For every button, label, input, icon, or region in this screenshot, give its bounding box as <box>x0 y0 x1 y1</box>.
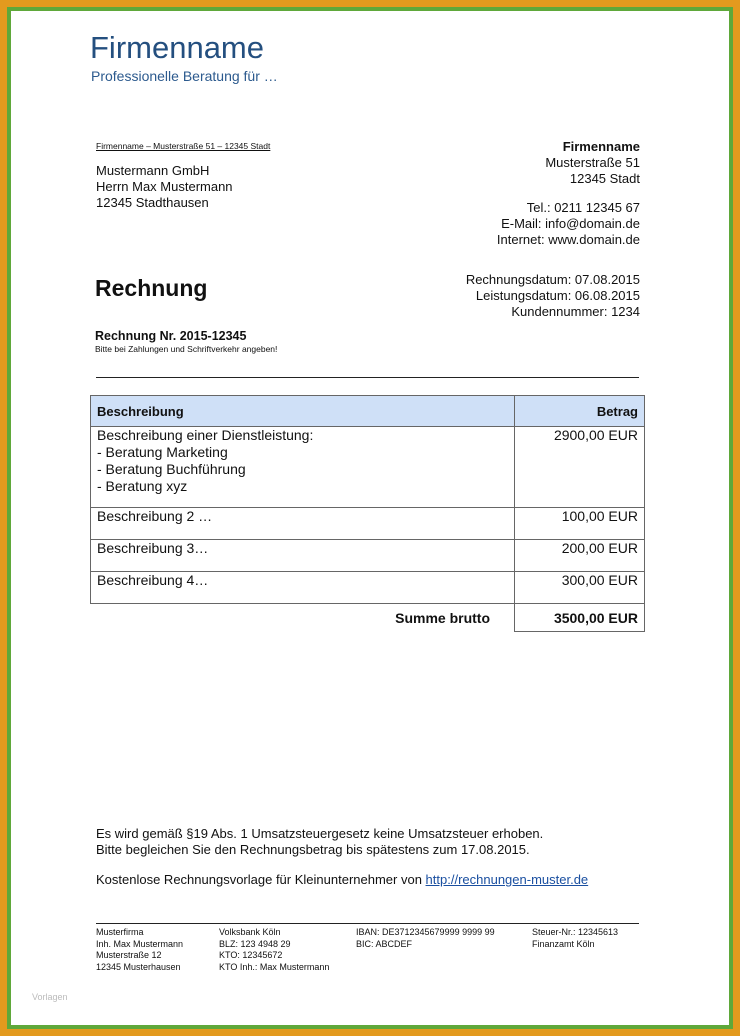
table-row <box>91 540 645 572</box>
invoice-date: Rechnungsdatum: 07.08.2015 <box>465 272 640 287</box>
footer-company-line: Inh. Max Mustermann <box>96 938 184 949</box>
column-header-amount: Betrag <box>515 396 645 427</box>
sender-return-address: Firmenname – Musterstraße 51 – 12345 Stadt <box>96 141 271 151</box>
service-date: Leistungsdatum: 06.08.2015 <box>475 288 640 303</box>
table-row <box>91 572 645 604</box>
footer-divider-line <box>96 923 639 924</box>
customer-number: Kundennummer: 1234 <box>511 304 640 319</box>
footer-company-line: 12345 Musterhausen <box>96 961 181 972</box>
tax-note: Es wird gemäß §19 Abs. 1 Umsatzsteuergesetz keine Umsatzsteuer erhoben. <box>96 826 544 841</box>
footer-iban-line: BIC: ABCDEF <box>356 938 413 949</box>
footer-bank-line: KTO: 12345672 <box>219 950 283 960</box>
watermark: Vorlagen <box>32 992 68 1002</box>
item-description-line: Beschreibung einer Dienstleistung: <box>97 427 314 443</box>
divider-line <box>96 377 639 378</box>
item-amount: 2900,00 EUR <box>515 427 645 508</box>
company-tel: Tel.: 0211 12345 67 <box>526 200 640 215</box>
recipient-person: Herrn Max Mustermann <box>96 179 233 194</box>
footer-company-line: Musterfirma <box>96 927 144 937</box>
item-description: Beschreibung 2 … <box>91 508 515 540</box>
item-description: Beschreibung 4… <box>91 572 515 604</box>
footer-company-line: Musterstraße 12 <box>96 950 162 960</box>
recipient-address <box>96 163 233 211</box>
table-row <box>91 508 645 540</box>
company-internet: Internet: www.domain.de <box>496 232 640 247</box>
company-tagline: Professionelle Beratung für … <box>91 68 278 84</box>
footer-tax-line: Finanzamt Köln <box>532 938 595 949</box>
template-credit <box>96 872 588 887</box>
item-description-line: - Beratung Marketing <box>97 444 228 460</box>
footer-bank-line: BLZ: 123 4948 29 <box>219 938 291 949</box>
invoice-number: Rechnung Nr. 2015-12345 <box>95 329 247 343</box>
company-block-city: 12345 Stadt <box>569 171 640 186</box>
company-address-block <box>545 139 640 187</box>
sum-row <box>91 604 645 632</box>
company-block-name: Firmenname <box>562 139 640 154</box>
invoice-items-table <box>90 395 645 632</box>
sum-label: Summe brutto <box>395 609 490 626</box>
invoice-number-note: Bitte bei Zahlungen und Schriftverkehr angeben! <box>95 344 278 354</box>
footer-tax-line: Steuer-Nr.: 12345613 <box>532 927 619 937</box>
recipient-city: 12345 Stadthausen <box>96 195 209 210</box>
invoice-dates-block <box>466 272 640 320</box>
item-amount: 300,00 EUR <box>515 572 645 604</box>
footer-iban-line: IBAN: DE3712345679999 9999 99 <box>356 927 495 937</box>
item-description-line: - Beratung xyz <box>97 478 188 494</box>
document-title: Rechnung <box>95 275 208 301</box>
item-description <box>91 427 515 508</box>
company-email: E-Mail: info@domain.de <box>501 216 640 231</box>
company-block-street: Musterstraße 51 <box>545 155 640 170</box>
footer-column-bank <box>219 927 329 973</box>
column-header-description: Beschreibung <box>91 396 515 427</box>
footer-column-tax <box>532 927 618 950</box>
item-amount: 100,00 EUR <box>515 508 645 540</box>
table-header-row <box>91 396 645 427</box>
company-name: Firmenname <box>90 30 264 65</box>
footer-bank-line: Volksbank Köln <box>219 927 281 937</box>
footer-column-iban <box>356 927 495 950</box>
payment-note: Bitte begleichen Sie den Rechnungsbetrag bis spätestens zum 17.08.2015. <box>96 842 530 857</box>
sum-value: 3500,00 EUR <box>515 604 645 632</box>
footer-bank-line: KTO Inh.: Max Mustermann <box>219 961 330 972</box>
recipient-company: Mustermann GmbH <box>96 163 210 178</box>
tax-and-payment-note <box>96 826 543 858</box>
item-description: Beschreibung 3… <box>91 540 515 572</box>
item-amount: 200,00 EUR <box>515 540 645 572</box>
company-contact-block <box>497 200 640 248</box>
template-credit-link[interactable]: http://rechnungen-muster.de <box>425 872 589 887</box>
template-credit-text: Kostenlose Rechnungsvorlage für Kleinunternehmer von <box>96 872 426 887</box>
table-row <box>91 427 645 508</box>
footer-column-company <box>96 927 183 973</box>
item-description-line: - Beratung Buchführung <box>97 461 246 477</box>
